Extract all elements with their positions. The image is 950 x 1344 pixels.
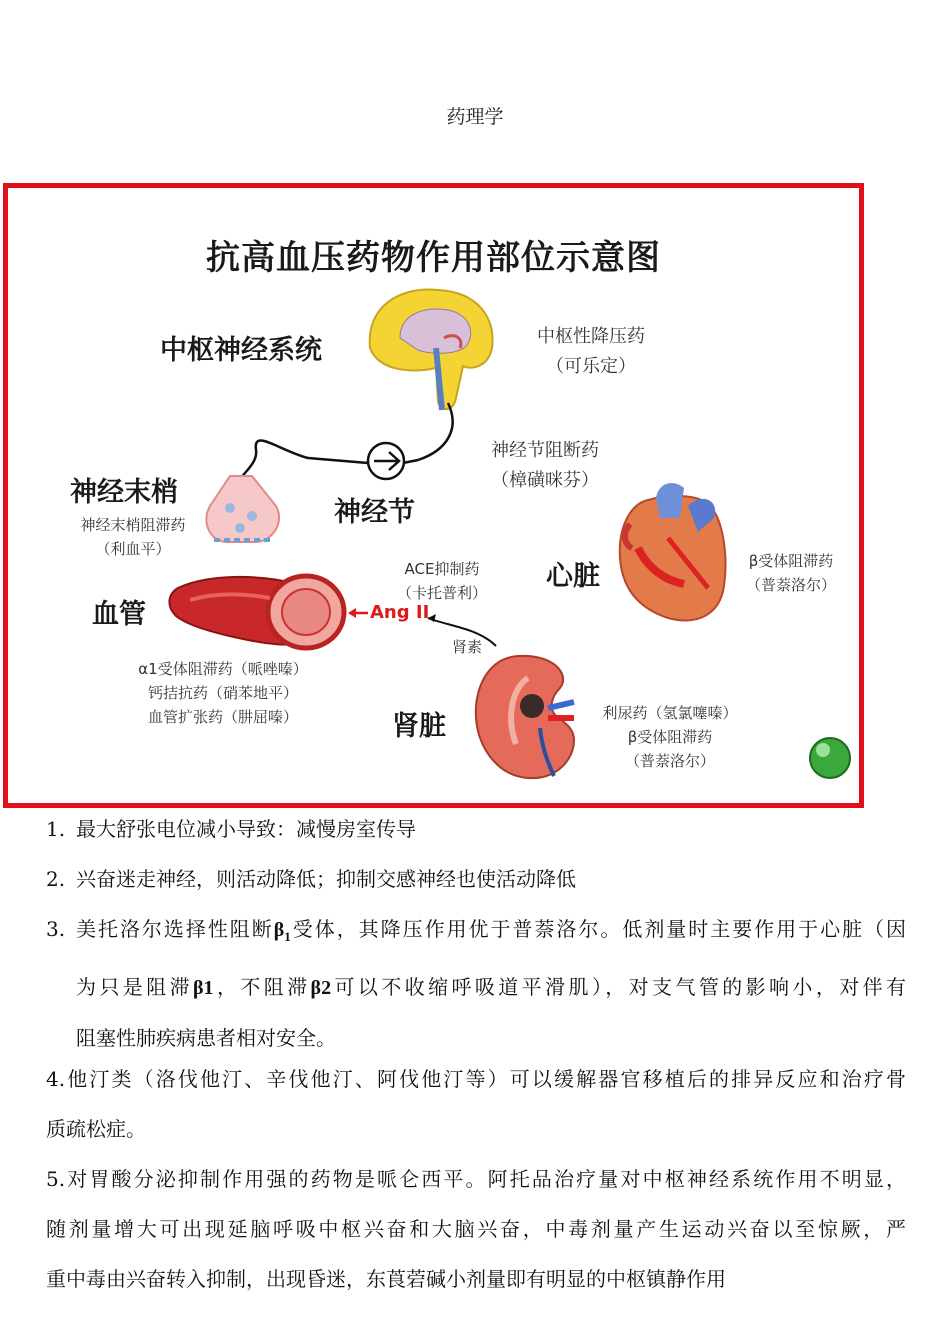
item-text-line: 4.他汀类（洛伐他汀、辛伐他汀、阿伐他汀等）可以缓解器官移植后的排异反应和治疗骨 bbox=[46, 1067, 906, 1091]
kidney-icon bbox=[476, 656, 574, 778]
ang2-arrowhead bbox=[348, 608, 356, 618]
item-text-line: 5.对胃酸分泌抑制作用强的药物是哌仑西平。阿托品治疗量对中枢神经系统作用不明显， bbox=[46, 1167, 906, 1191]
vessel-label: 血管 bbox=[92, 599, 146, 630]
item-text: 最大舒张电位减小导致：减慢房室传导 bbox=[76, 817, 416, 841]
ace-drug-class: ACE抑制药 bbox=[404, 560, 480, 578]
ang2-label: Ang II bbox=[370, 602, 430, 623]
beta1-term: β1 bbox=[193, 977, 214, 999]
item-text-line: 阻塞性肺疾病患者相对安全。 bbox=[76, 1026, 336, 1050]
kidney-label: 肾脏 bbox=[392, 711, 446, 742]
item-text-line bbox=[76, 904, 906, 962]
vessel-drug-2: 钙拮抗药（硝苯地平） bbox=[147, 684, 298, 702]
nerve-ending-drug: （利血平） bbox=[95, 540, 171, 558]
list-item bbox=[46, 804, 906, 854]
item-number: 1. bbox=[46, 817, 66, 841]
vessel-drug-3: 血管扩张药（肼屈嗪） bbox=[147, 708, 298, 726]
item-text: 兴奋迷走神经，则活动降低；抑制交感神经也使活动降低 bbox=[76, 867, 576, 891]
text-run: ，不阻滞 bbox=[213, 975, 311, 999]
ganglion-drug: （樟磺咪芬） bbox=[491, 470, 599, 491]
page-header: 药理学 bbox=[446, 106, 504, 128]
list-item bbox=[46, 1154, 906, 1304]
brain-icon bbox=[370, 290, 493, 410]
list-item bbox=[46, 1054, 906, 1154]
cns-drug-class: 中枢性降压药 bbox=[537, 326, 645, 347]
list-item bbox=[46, 904, 906, 1063]
beta-symbol: β bbox=[273, 919, 285, 941]
kidney-drug-3: （普萘洛尔） bbox=[624, 752, 715, 770]
heart-icon bbox=[620, 483, 726, 620]
nerve-fiber-lower bbox=[240, 440, 368, 480]
item-number: 2. bbox=[46, 867, 66, 891]
list-item bbox=[46, 854, 906, 904]
diagram-title: 抗高血压药物作用部位示意图 bbox=[206, 238, 661, 278]
nerve-ending-drug-class: 神经末梢阻滞药 bbox=[80, 516, 186, 534]
beta2-term: β2 bbox=[310, 977, 332, 999]
item-text-line: 质疏松症。 bbox=[46, 1117, 146, 1141]
blood-vessel-icon bbox=[169, 576, 344, 648]
kidney-drug-2: β受体阻滞药 bbox=[627, 728, 713, 746]
nerve-fiber-upper bbox=[403, 403, 453, 463]
renin-label: 肾素 bbox=[452, 638, 483, 656]
heart-label: 心脏 bbox=[546, 561, 600, 592]
heart-drug-class: β受体阻滞药 bbox=[748, 552, 834, 570]
ganglion-label: 神经节 bbox=[334, 497, 415, 528]
item-text-line: 重中毒由兴奋转入抑制，出现昏迷，东莨菪碱小剂量即有明显的中枢镇静作用 bbox=[46, 1267, 726, 1291]
heart-drug: （普萘洛尔） bbox=[745, 576, 836, 594]
vessel-drug-1: α1受体阻滞药（哌唑嗪） bbox=[138, 660, 308, 678]
item-text-line: 随剂量增大可出现延脑呼吸中枢兴奋和大脑兴奋，中毒剂量产生运动兴奋以至惊厥，严 bbox=[46, 1217, 906, 1241]
green-globe-icon[interactable] bbox=[810, 738, 850, 778]
item-number: 3. bbox=[46, 917, 66, 941]
text-run: 受体，其降压作用优于普萘洛尔。低剂量时主要作用于心脏（因 bbox=[290, 917, 907, 941]
nerve-ending-label: 神经末梢 bbox=[70, 477, 178, 508]
beta-subscript: 1 bbox=[284, 929, 291, 944]
cns-label: 中枢神经系统 bbox=[160, 335, 322, 366]
ganglion-drug-class: 神经节阻断药 bbox=[491, 440, 599, 461]
text-run: 可以不收缩呼吸道平滑肌），对支气管的影响小，对伴有 bbox=[331, 975, 907, 999]
kidney-drug-1: 利尿药（氢氯噻嗪） bbox=[602, 704, 738, 722]
text-run: 为只是阻滞 bbox=[76, 975, 193, 999]
ganglion-icon bbox=[368, 443, 404, 479]
cns-drug: （可乐定） bbox=[546, 356, 636, 377]
ace-drug: （卡托普利） bbox=[396, 584, 487, 602]
item-text-line bbox=[76, 962, 906, 1013]
hypertension-drug-diagram bbox=[3, 183, 864, 808]
text-run: 美托洛尔选择性阻断 bbox=[76, 917, 274, 941]
